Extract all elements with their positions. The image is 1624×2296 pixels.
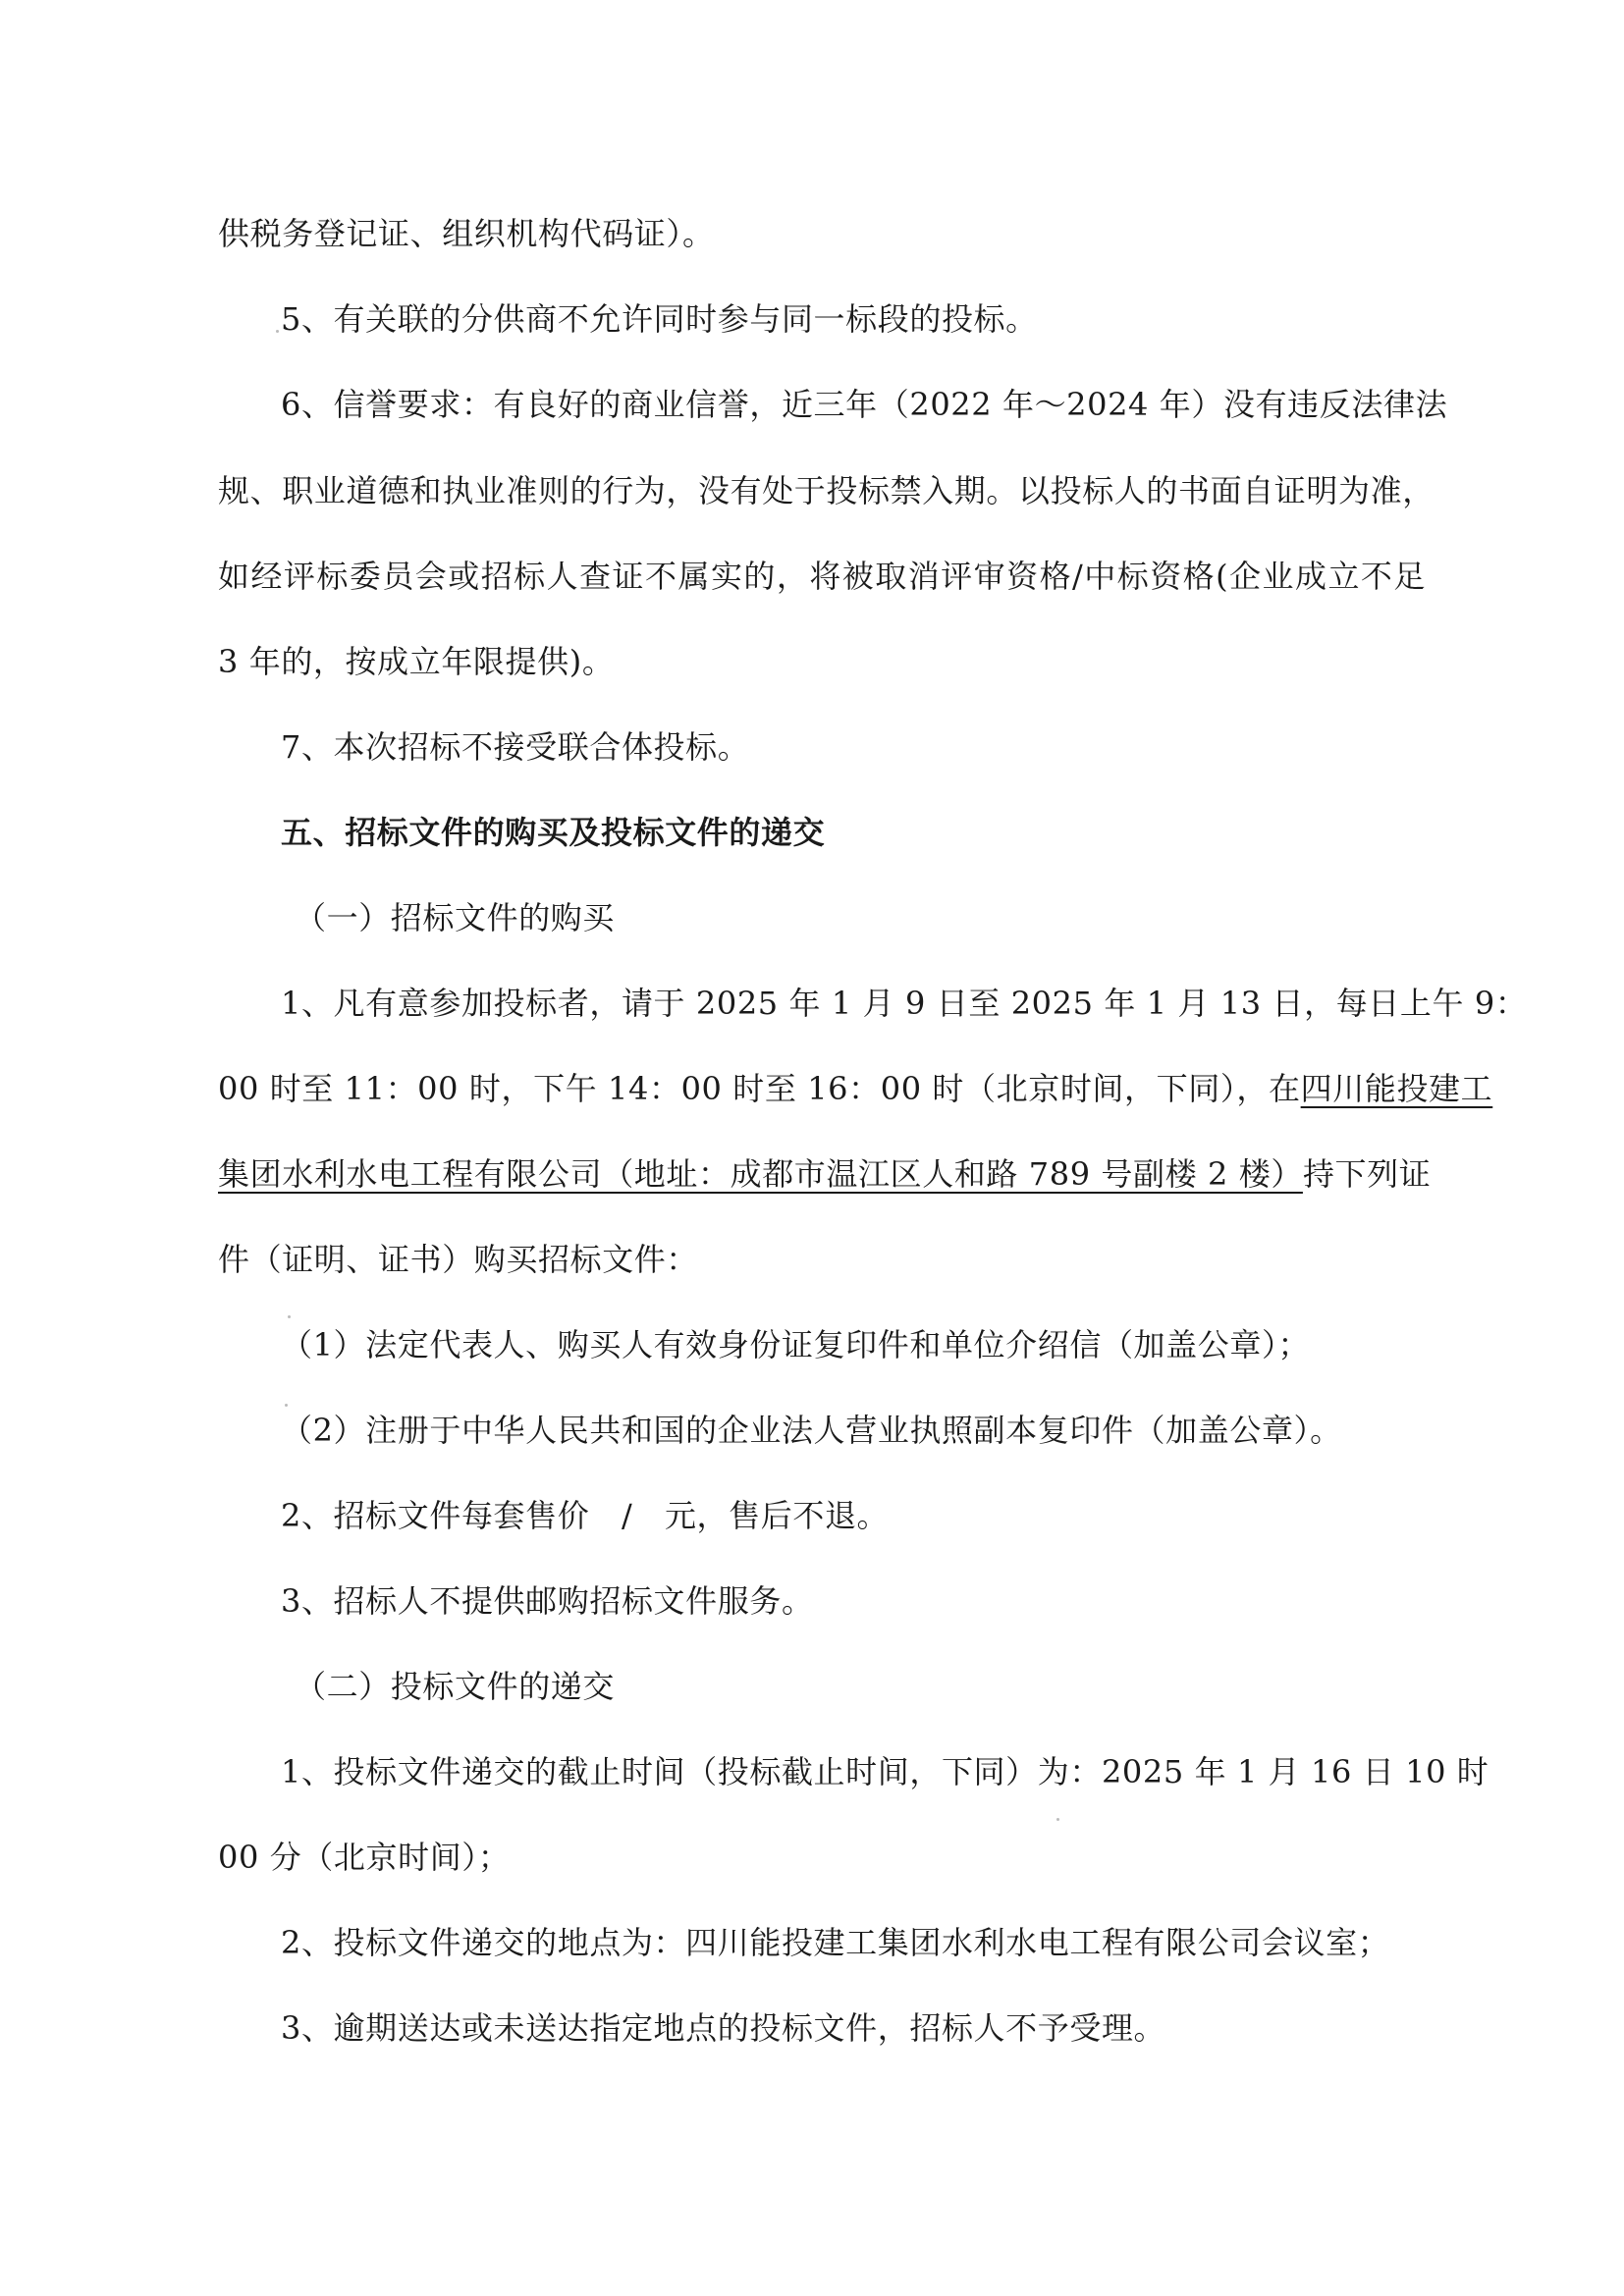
purchase-2-price: 2、招标文件每套售价 / 元，售后不退。 [281,1497,890,1534]
purchase-location-underlined: 四川能投建工 [1300,1070,1493,1107]
scan-speck [288,1315,291,1318]
section-5-heading: 五、招标文件的购买及投标文件的递交 [281,814,826,851]
submission-2-location: 2、投标文件递交的地点为：四川能投建工集团水利水电工程有限公司会议室； [281,1924,1390,1961]
item-6-line-1: 6、信誉要求：有良好的商业信誉，近三年（2022 年～2024 年）没有违反法律法 [281,386,1448,423]
requirement-1: （1）法定代表人、购买人有效身份证复印件和单位介绍信（加盖公章）； [281,1326,1311,1363]
scan-speck [285,1404,288,1407]
purchase-1-line-4: 件（证明、证书）购买招标文件： [218,1241,699,1278]
submission-3-late: 3、逾期送达或未送达指定地点的投标文件，招标人不予受理。 [281,2009,1166,2047]
purchase-1-line-3-text: 持下列证 [1302,1155,1432,1193]
item-6-line-2: 规、职业道德和执业准则的行为，没有处于投标禁入期。以投标人的书面自证明为准， [218,472,1435,509]
paragraph-continuation: 供税务登记证、组织机构代码证）。 [218,215,715,252]
item-6-line-3: 如经评标委员会或招标人查证不属实的，将被取消评审资格/中标资格(企业成立不足 [218,558,1426,595]
item-6-line-4: 3 年的，按成立年限提供)。 [218,643,615,680]
purchase-1-line-2-text: 00 时至 11：00 时，下午 14：00 时至 16：00 时（北京时间，下同），在 [218,1070,1301,1107]
purchase-address-underlined: 集团水利水电工程有限公司（地址：成都市温江区人和路 789 号副楼 2 楼） [218,1155,1303,1193]
purchase-1-line-3 [218,1152,1432,1196]
scan-speck [276,330,279,333]
purchase-1-line-2 [218,1067,1493,1110]
purchase-1-line-1: 1、凡有意参加投标者，请于 2025 年 1 月 9 日至 2025 年 1 月 13 日，每日上午 9： [281,985,1528,1022]
subsection-2-heading: （二）投标文件的递交 [295,1668,616,1705]
submission-1-line-2: 00 分（北京时间）； [218,1839,511,1876]
subsection-1-heading: （一）招标文件的购买 [295,899,616,936]
item-7: 7、本次招标不接受联合体投标。 [281,728,750,766]
requirement-2: （2）注册于中华人民共和国的企业法人营业执照副本复印件（加盖公章）。 [281,1412,1342,1449]
item-5: 5、有关联的分供商不允许同时参与同一标段的投标。 [281,300,1038,338]
purchase-3-no-mail: 3、招标人不提供邮购招标文件服务。 [281,1582,814,1620]
submission-1-line-1: 1、投标文件递交的截止时间（投标截止时间，下同）为：2025 年 1 月 16 日 10 时 [281,1753,1489,1790]
scan-speck [1056,1818,1059,1821]
